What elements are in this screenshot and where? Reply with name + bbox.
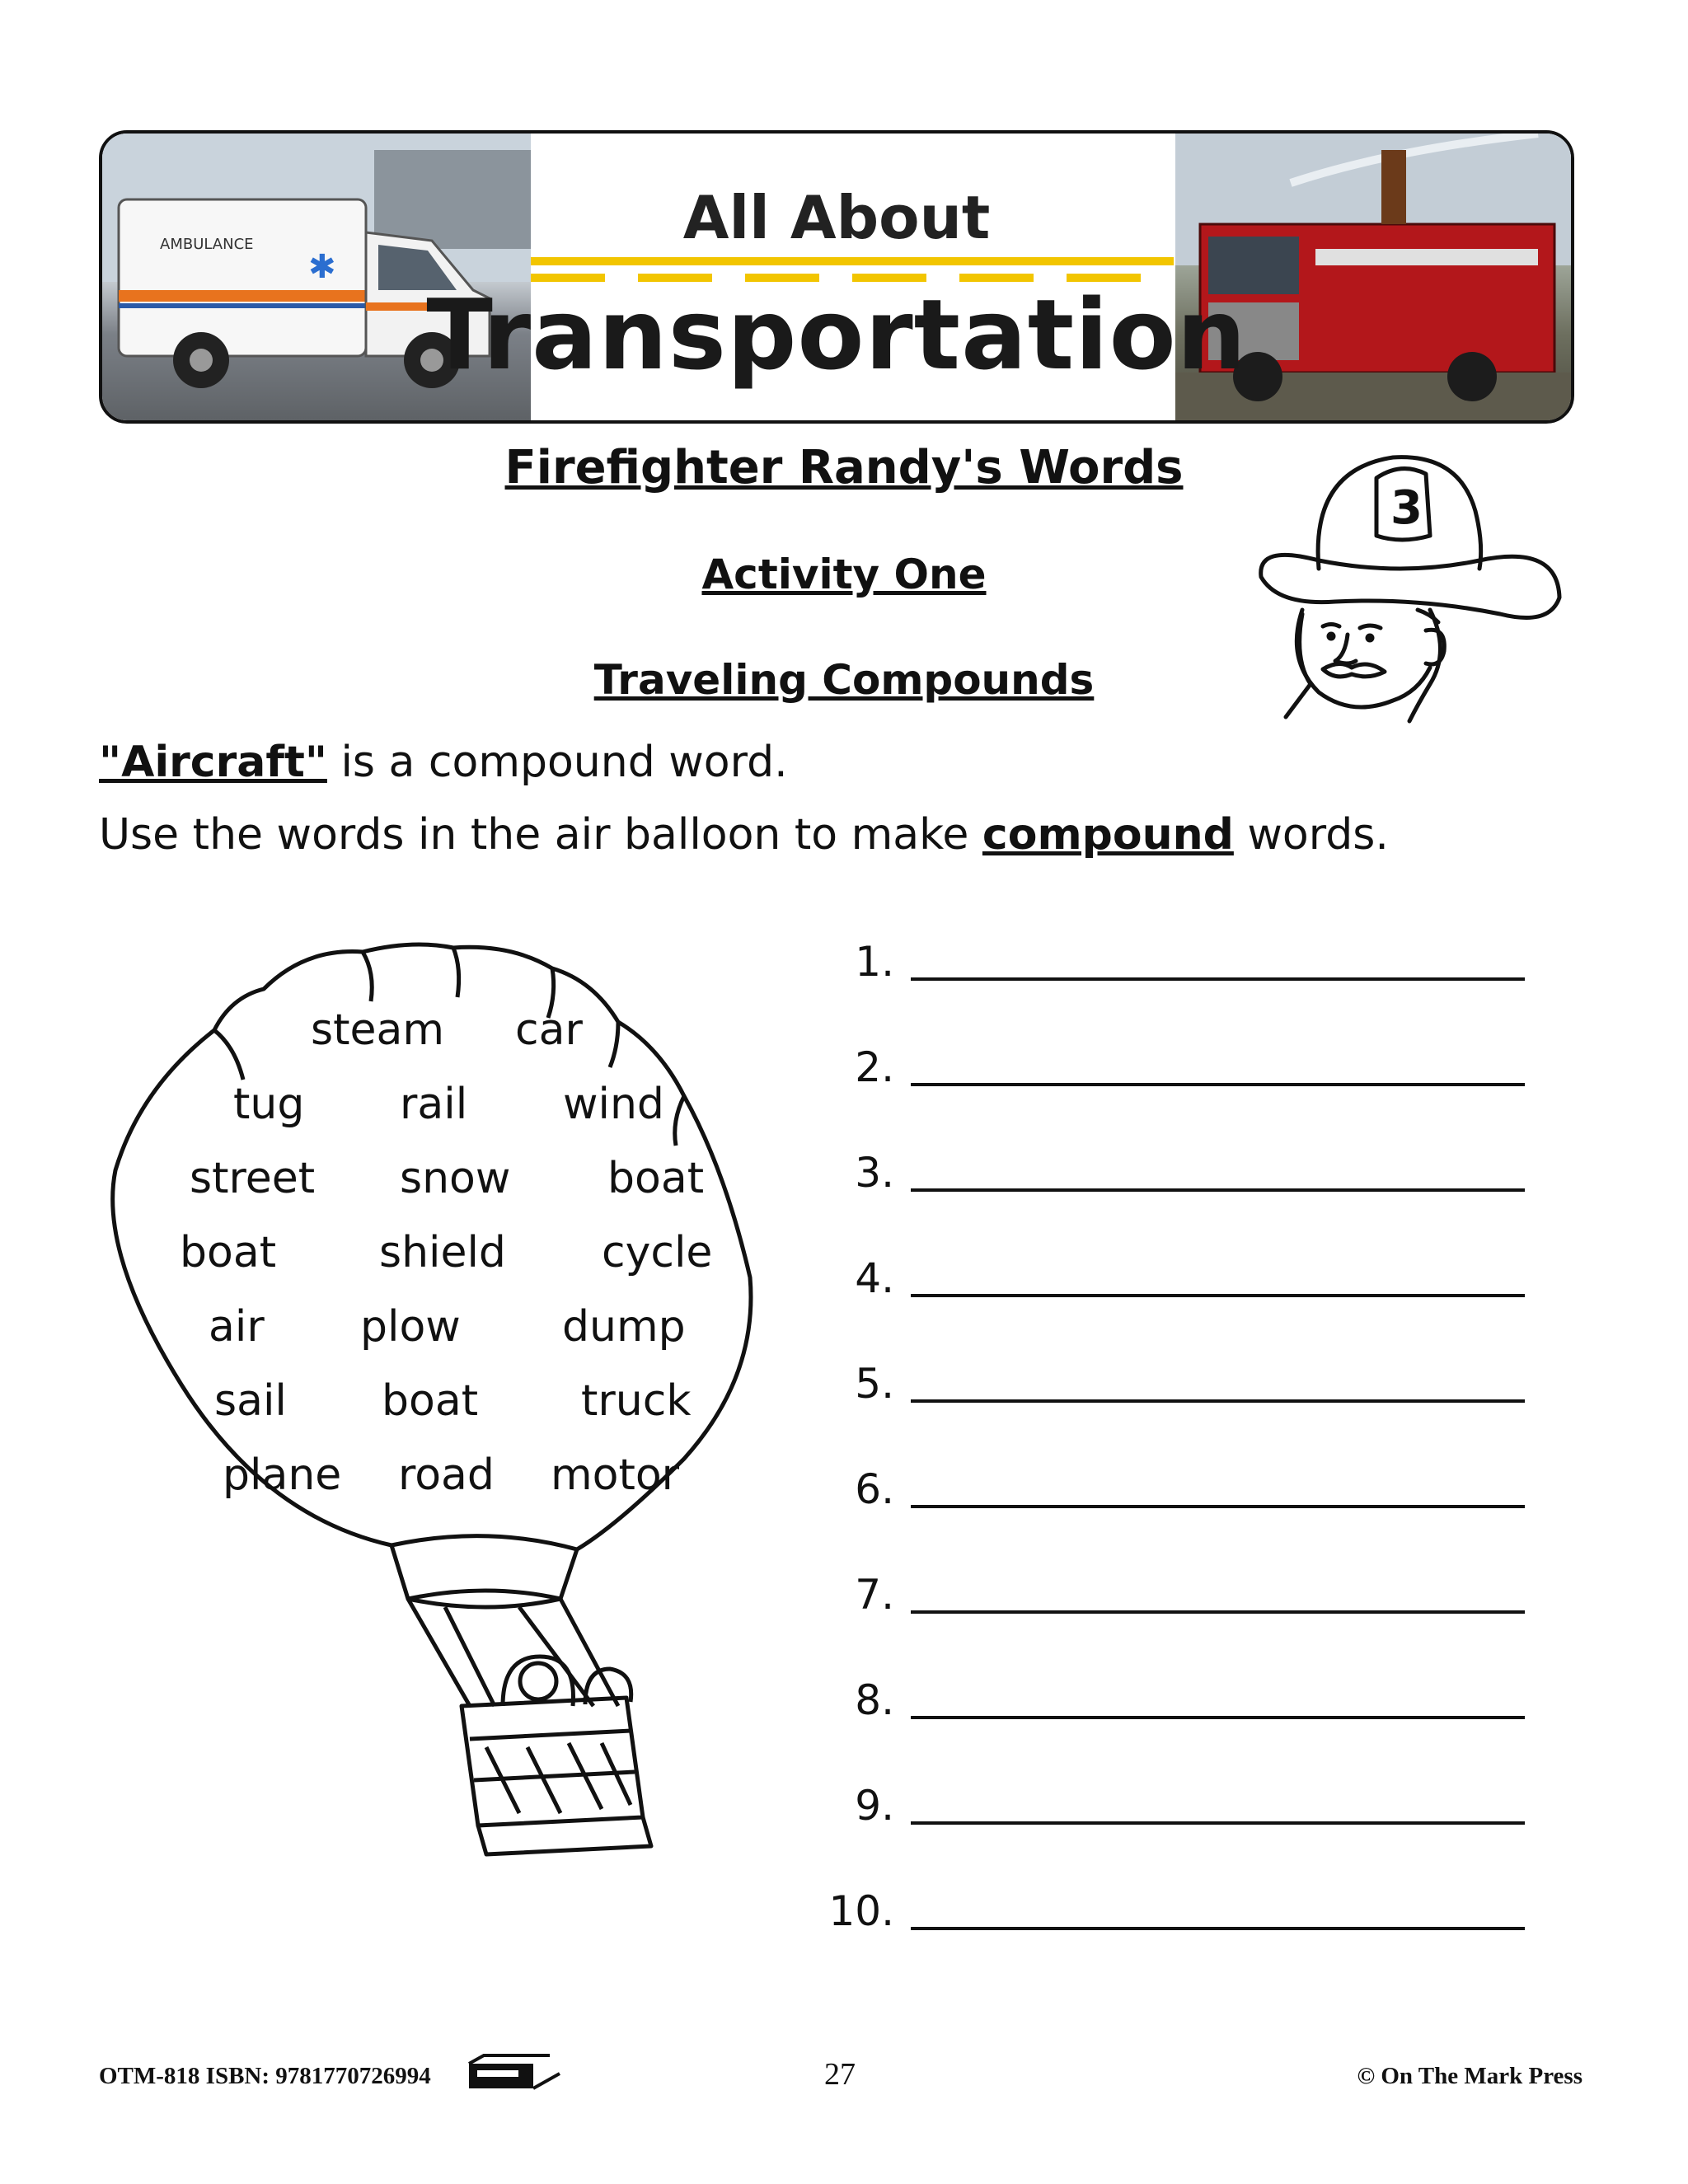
answer-number: 8. — [855, 1676, 894, 1724]
intro-term: "Aircraft" — [99, 738, 327, 787]
balloon-word: plane — [223, 1451, 342, 1500]
balloon-word: rail — [400, 1080, 468, 1129]
header-banner — [99, 130, 1574, 424]
banner-title-main: Transportation — [426, 278, 1247, 391]
answer-number: 7. — [855, 1571, 894, 1619]
balloon-word: plow — [360, 1302, 461, 1352]
footer-copyright: © On The Mark Press — [1357, 2063, 1582, 2089]
balloon-word: boat — [607, 1154, 705, 1203]
answer-line[interactable] — [911, 1294, 1525, 1297]
svg-text:3: 3 — [1390, 481, 1423, 535]
activity-heading: Activity One — [701, 551, 987, 598]
answer-line[interactable] — [911, 977, 1525, 981]
balloon-word: street — [190, 1154, 316, 1203]
balloon-word: cycle — [602, 1228, 713, 1277]
answer-line[interactable] — [911, 1927, 1525, 1930]
firefighter-icon — [1253, 445, 1566, 725]
answer-line[interactable] — [911, 1716, 1525, 1719]
footer-isbn: OTM-818 ISBN: 9781770726994 — [99, 2063, 431, 2089]
balloon-word: snow — [400, 1154, 511, 1203]
svg-text:AMBULANCE: AMBULANCE — [160, 236, 254, 253]
balloon-word: boat — [180, 1228, 277, 1277]
answer-number: 10. — [828, 1887, 894, 1935]
intro-rest: is a compound word. — [326, 738, 788, 787]
answer-line[interactable] — [911, 1821, 1525, 1825]
balloon-word: air — [209, 1302, 265, 1352]
instruction-before: Use the words in the air balloon to make — [99, 810, 982, 860]
answer-number: 3. — [855, 1149, 894, 1197]
balloon-word: tug — [233, 1080, 305, 1129]
page-number: 27 — [824, 2057, 856, 2092]
instruction-sentence — [99, 810, 1389, 860]
answer-number: 4. — [855, 1254, 894, 1302]
answer-number: 9. — [855, 1782, 894, 1830]
answer-number: 5. — [855, 1360, 894, 1408]
answer-number: 1. — [855, 938, 894, 986]
balloon-word: road — [398, 1451, 495, 1500]
answer-line[interactable] — [911, 1399, 1525, 1403]
answer-line[interactable] — [911, 1083, 1525, 1086]
intro-sentence — [99, 738, 788, 787]
instruction-term: compound — [982, 810, 1234, 860]
answer-number: 2. — [855, 1043, 894, 1091]
balloon-word: car — [515, 1005, 583, 1055]
instruction-after: words. — [1233, 810, 1389, 860]
balloon-word: motor — [551, 1451, 680, 1500]
answer-number: 6. — [855, 1465, 894, 1513]
page-title: Firefighter Randy's Words — [504, 441, 1184, 494]
balloon-word: wind — [563, 1080, 664, 1129]
banner-title-top: All About — [682, 183, 991, 252]
balloon-word: dump — [562, 1302, 686, 1352]
activity-subtitle: Traveling Compounds — [593, 656, 1095, 704]
balloon-word: steam — [311, 1005, 444, 1055]
answer-line[interactable] — [911, 1505, 1525, 1508]
book-icon — [467, 2052, 562, 2093]
balloon-word: boat — [382, 1376, 479, 1426]
balloon-word: sail — [214, 1376, 287, 1426]
balloon-word: truck — [581, 1376, 692, 1426]
balloon-word: shield — [379, 1228, 506, 1277]
answer-line[interactable] — [911, 1188, 1525, 1192]
answer-line[interactable] — [911, 1610, 1525, 1614]
svg-text:✱: ✱ — [308, 248, 336, 286]
